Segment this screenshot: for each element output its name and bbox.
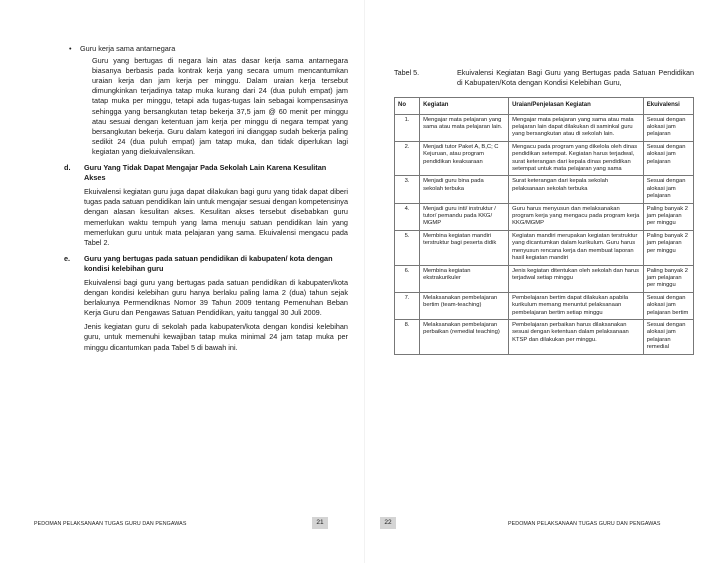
item-title: Guru yang bertugas pada satuan pendidikan di kabupaten/ kota dengan kondisi kelebihan guru (84, 253, 333, 273)
cell-ekuivalensi: Sesuai dengan alokasi jam pelajaran (643, 114, 693, 141)
left-footer: PEDOMAN PELAKSANAAN TUGAS GURU DAN PENGAWAS (34, 521, 187, 527)
item-d (64, 163, 348, 248)
cell-no: 3. (395, 176, 420, 203)
cell-uraian: Guru harus menyusun dan melaksanakan program kerja yang mengacu pada program kerja KKG/MGMP (509, 203, 644, 230)
cell-kegiatan: Menjadi tutor Paket A, B,C; C Kejuruan, atau program pendidikan keaksaraan (420, 141, 509, 176)
item-paragraph: Jenis kegiatan guru di sekolah pada kabupaten/kota dengan kondisi kelebihan guru, untuk memenuhi kewajiban tatap muka minimal 24 jam tatap muka per minggu dicantumkan pada Tabel 5 di bawah ini. (84, 322, 348, 352)
cell-ekuivalensi: Sesuai dengan alokasi jam pelajaran bertim (643, 292, 693, 319)
table-row (395, 203, 694, 230)
cell-uraian: Kegiatan mandiri merupakan kegiatan terstruktur yang dicantumkan dalam kurikulum. Guru harus menyusun rencana kerja dan membuat laporan hasil kegiatan mandiri (509, 230, 644, 265)
cell-no: 4. (395, 203, 420, 230)
cell-ekuivalensi: Sesuai dengan alokasi jam pelajaran remedial (643, 319, 693, 354)
table-row (395, 292, 694, 319)
cell-ekuivalensi: Paling banyak 2 jam pelajaran per minggu (643, 230, 693, 265)
cell-kegiatan: Melaksanakan pembelajaran bertim (team-teaching) (420, 292, 509, 319)
cell-kegiatan: Mengajar mata pelajaran yang sama atau mata pelajaran lain. (420, 114, 509, 141)
cell-kegiatan: Menjadi guru inti/ instruktur / tutor/ pemandu pada KKG/ MGMP (420, 203, 509, 230)
left-page-content (64, 44, 348, 353)
cell-ekuivalensi: Sesuai dengan alokasi jam pelajaran (643, 141, 693, 176)
header-no: No (395, 98, 420, 114)
table-header-row (395, 98, 694, 114)
table-caption (394, 68, 694, 88)
caption-text: Ekuivalensi Kegiatan Bagi Guru yang Bertugas pada Satuan Pendidikan di Kabupaten/Kota dengan Kondisi Kelebihan Guru, (457, 68, 694, 88)
bullet-text: Guru kerja sama antarnegara (80, 44, 176, 53)
cell-uraian: Mengajar mata pelajaran yang sama atau mata pelajaran lain dapat dilakukan di saminkal guru yang bersangkutan atau di sekolah lain. (509, 114, 644, 141)
table-row (395, 141, 694, 176)
cell-no: 2. (395, 141, 420, 176)
item-e (64, 254, 348, 353)
cell-no: 8. (395, 319, 420, 354)
table-row (395, 319, 694, 354)
item-letter: e. (64, 253, 71, 263)
cell-no: 6. (395, 265, 420, 292)
right-page-content (394, 68, 694, 355)
cell-no: 7. (395, 292, 420, 319)
header-uraian: Uraian/Penjelasan Kegiatan (509, 98, 644, 114)
table-row (395, 114, 694, 141)
right-footer: PEDOMAN PELAKSANAAN TUGAS GURU DAN PENGAWAS (508, 521, 661, 527)
cell-kegiatan: Menjadi guru bina pada sekolah terbuka (420, 176, 509, 203)
table-row (395, 176, 694, 203)
caption-label: Tabel 5. (394, 68, 420, 77)
cell-uraian: Jenis kegiatan ditentukan oleh sekolah dan harus terjadwal setiap minggu (509, 265, 644, 292)
cell-uraian: Mengacu pada program yang dikelola oleh dinas pendidikan setempat. Kegiatan harus terjadwal, surat keterangan dari kepala dinas pendidikan setempat untuk mata pelajaran yang sama (509, 141, 644, 176)
header-ekuivalensi: Ekuivalensi (643, 98, 693, 114)
cell-ekuivalensi: Paling banyak 2 jam pelajaran per minggu (643, 265, 693, 292)
item-paragraph: Ekuivalensi kegiatan guru juga dapat dilakukan bagi guru yang tidak dapat diberi tugas pada satuan pendidikan lain untuk mengajar sesuai dengan kompetensinya dengan alasan kesulitan akses. Kesulitan akses tersebut disebabkan guru memerlukan waktu tempuh yang lama menuju satuan pendidikan lain yang memerlukan guru untuk mata pelajaran yang sama. Ekuivalensi mengacu pada Tabel 2. (84, 187, 348, 247)
header-kegiatan: Kegiatan (420, 98, 509, 114)
item-title: Guru Yang Tidak Dapat Mengajar Pada Sekolah Lain Karena Kesulitan Akses (84, 163, 327, 183)
cell-uraian: Surat keterangan dari kepala sekolah pelaksanaan sekolah terbuka (509, 176, 644, 203)
cell-kegiatan: Melaksanakan pembelajaran perbaikan (remedial teaching) (420, 319, 509, 354)
cell-no: 1. (395, 114, 420, 141)
table-row (395, 265, 694, 292)
cell-uraian: Pembelajaran perbaikan harus dilaksanakan sesuai dengan ketentuan dalam pelaksanaan KTSP dan dilakukan per minggu. (509, 319, 644, 354)
right-page-number: 22 (380, 517, 396, 529)
cell-uraian: Pembelajaran bertim dapat dilakukan apabila kurikulum memang menuntut pelaksanaan pembelajaran bertim setiap minggu (509, 292, 644, 319)
cell-ekuivalensi: Sesuai dengan alokasi jam pelajaran (643, 176, 693, 203)
right-page (364, 0, 728, 563)
bullet-paragraph: Guru yang bertugas di negara lain atas dasar kerja sama antarnegara biasanya berbasis pada kontrak kerja yang secara umum mencantumkan uraian kerja dan jam kerja per minggu. Dalam uraian kerja tersebut dimungkinkan terjadinya tatap muka kurang dari 24 (dua puluh empat) jam tatap muka per minggu, tetapi ada tugas-tugas lain sebagai kompensasinya sehingga yang bersangkutan tetap bekerja 37,5 jam @ 60 menit per minggu atau sesuai dengan ketentuan jam kerja per minggu di negara tempat yang bersangkutan bekerja. Guru dalam kategori ini dianggap sudah bekerja paling sedikit 24 (dua puluh empat) jam tatap muka, dan tidak diperlukan lagi kegiatan yang diekuivalensikan. (92, 56, 348, 156)
table-row (395, 230, 694, 265)
item-letter: d. (64, 163, 71, 173)
cell-no: 5. (395, 230, 420, 265)
left-page-number: 21 (312, 517, 328, 529)
bullet-dot-icon: • (69, 44, 72, 53)
equivalence-table (394, 97, 694, 354)
cell-kegiatan: Membina kegiatan ekstrakurikuler (420, 265, 509, 292)
cell-kegiatan: Membina kegiatan mandiri terstruktur bagi peserta didik (420, 230, 509, 265)
item-paragraph: Ekuivalensi bagi guru yang bertugas pada satuan pendidikan di kabupaten/kota dengan kondisi kelebihan guru hanya berlaku paling lama 2 (dua) tahun sejak berlakunya Permendiknas Nomor 39 Tahun 2009 tentang Pemenuhan Beban Kerja Guru dan Pengawas Satuan Pendidikan, yaitu tanggal 30 Juli 2009. (84, 277, 348, 318)
cell-ekuivalensi: Paling banyak 2 jam pelajaran per minggu (643, 203, 693, 230)
bullet-heading (64, 44, 348, 54)
